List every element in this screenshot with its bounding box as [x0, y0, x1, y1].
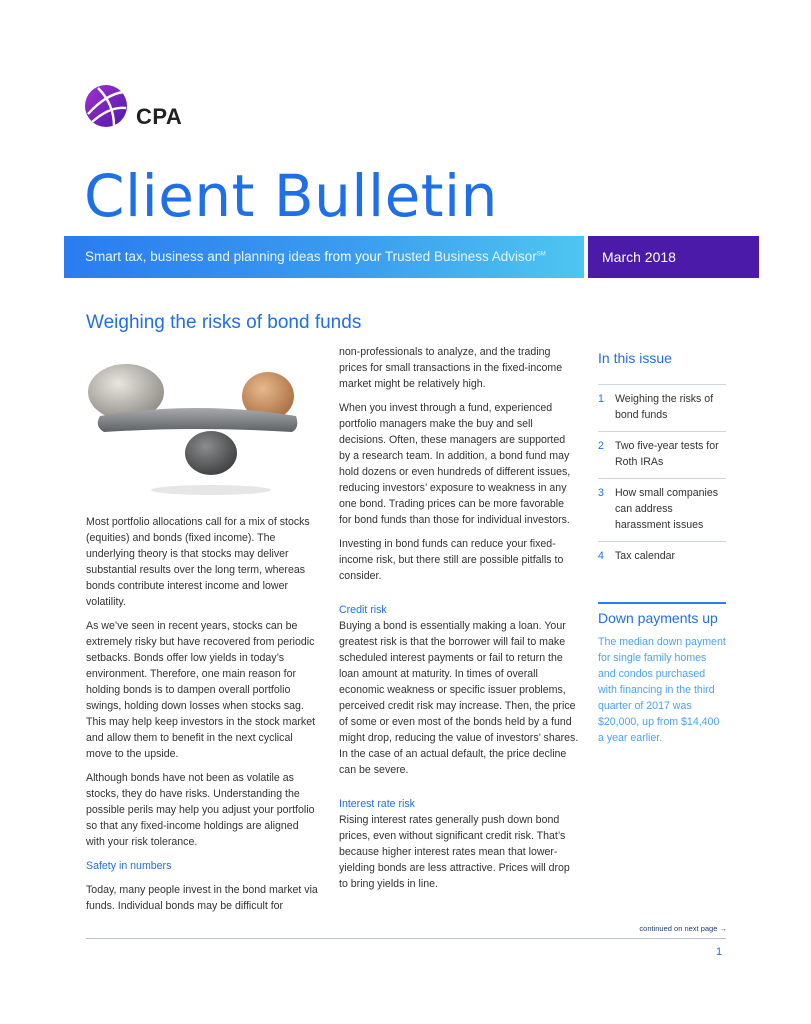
issue-item[interactable] — [598, 384, 726, 431]
article-paragraph: As we’ve seen in recent years, stocks can be extremely risky but have recovered from periodic setbacks. Bonds offer low yields in today’s environment. Therefore, one main reason for holding bonds is to dampen overall portfolio swings, holding down losses when stocks sag. This may help keep investors in the stock market and allow them to benefit in the next cyclical move to the upside. — [86, 620, 316, 760]
issue-number: 1 — [598, 393, 604, 405]
issue-number: 2 — [598, 440, 604, 452]
bulletin-title: Client Bulletin — [84, 162, 498, 230]
tagline-part2: from your — [324, 249, 382, 264]
logo-text: CPA — [136, 104, 183, 129]
issue-number: 3 — [598, 487, 604, 499]
article-paragraph: Rising interest rates generally push down bond prices, even without significant credit risk. That’s because higher interest rates mean that lower-yielding bonds are less attractive. Prices will drop to bring yields in line. — [339, 814, 570, 890]
in-this-issue-heading: In this issue — [598, 350, 672, 366]
issue-date: March 2018 — [588, 236, 759, 278]
page-number: 1 — [716, 946, 723, 958]
article-paragraph: non-professionals to analyze, and the trading prices for small transactions in the fixed-income market might be relatively high. — [339, 346, 563, 390]
subheading-interest-rate-risk: Interest rate risk — [339, 798, 415, 810]
issue-label: Two five-year tests for Roth IRAs — [615, 440, 719, 468]
subheading-credit-risk: Credit risk — [339, 604, 387, 616]
footer-divider — [86, 938, 726, 939]
article-title: Weighing the risks of bond funds — [86, 312, 362, 333]
issue-item[interactable] — [598, 541, 726, 572]
down-payments-heading: Down payments up — [598, 610, 718, 626]
subheading-safety: Safety in numbers — [86, 860, 172, 872]
tagline-tm: SM — [536, 251, 546, 258]
down-payments-text: The median down payment for single family homes and condos purchased with financing in the third quarter of 2017 was $20,000, up from $14,400 a year earlier. — [598, 636, 726, 744]
issue-item[interactable] — [598, 478, 726, 541]
tagline-part1: Smart tax, business and planning ideas — [85, 249, 325, 264]
article-paragraph: Today, many people invest in the bond market via funds. Individual bonds may be difficult for — [86, 884, 318, 912]
issue-label: Tax calendar — [615, 550, 676, 562]
article-column-1 — [86, 514, 318, 922]
issue-number: 4 — [598, 550, 604, 562]
down-payments-box — [598, 602, 726, 746]
article-paragraph: Buying a bond is essentially making a loan. Your greatest risk is that the borrower will fail to make scheduled interest payments or fail to return the loan amount at maturity. In times of overall economic weakness or specific issuer problems, perceived credit risk may increase. Then, the price of some or even most of the bonds held by a fund might drop, reducing the value of investors’ shares. In the case of an actual default, the price decline can be severe. — [339, 620, 579, 776]
article-column-2 — [339, 344, 579, 900]
issue-label: How small companies can address harassment issues — [615, 487, 719, 531]
article-paragraph: Investing in bond funds can reduce your fixed-income risk, but there still are possible pitfalls to consider. — [339, 538, 564, 582]
continued-link[interactable]: continued on next page → — [639, 924, 727, 933]
article-paragraph: Most portfolio allocations call for a mix of stocks (equities) and bonds (fixed income). The underlying theory is that stocks may deliver substantial results over the long term, whereas bonds contribute interest income and lower volatility. — [86, 516, 310, 608]
issue-label: Weighing the risks of bond funds — [615, 393, 714, 421]
tagline-banner — [64, 236, 584, 278]
article-paragraph: When you invest through a fund, experienced portfolio managers make the buy and sell decisions. Often, these managers are supported by a research team. In addition, a bond fund may hold dozens or even hundreds of different issues, reducing investors’ exposure to weakness in any one bond. Trading prices can be more favorable for bond funds than those for individual investors. — [339, 402, 571, 526]
tagline-part3: Trusted Business Advisor — [381, 249, 537, 264]
article-paragraph: Although bonds have not been as volatile as stocks, they do have risks. Understanding the possible perils may help you adjust your portfolio so that any fixed-income holdings are aligned with your risk tolerance. — [86, 772, 315, 848]
in-this-issue — [598, 350, 726, 572]
balancing-stones-image — [86, 356, 316, 504]
issue-item[interactable] — [598, 431, 726, 478]
